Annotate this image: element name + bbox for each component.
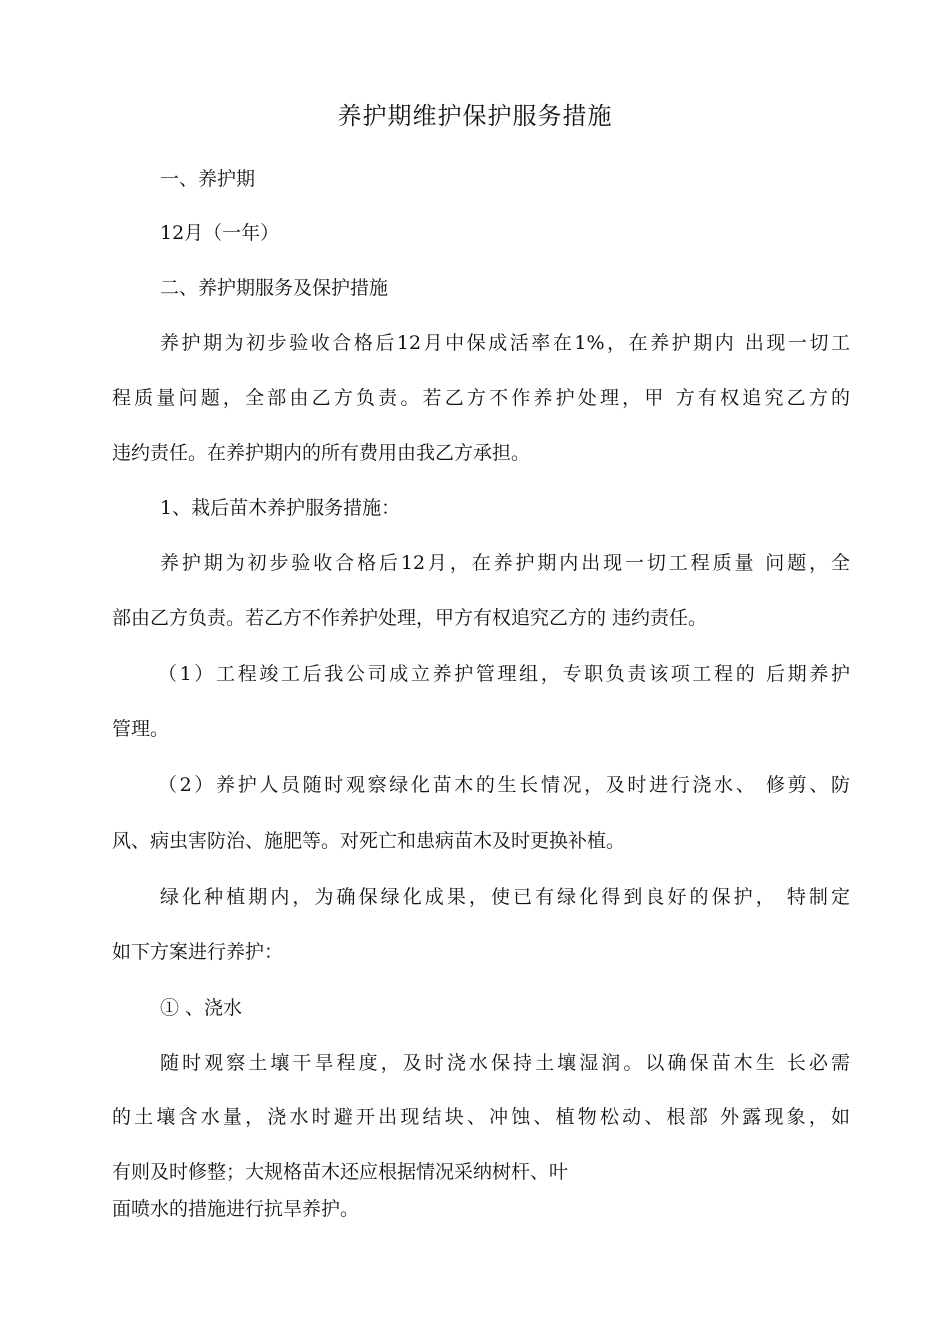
paragraph-line: 风、病虫害防治、施肥等。对死亡和患病苗木及时更换补植。 bbox=[112, 830, 626, 852]
paragraph-line: 管理。 bbox=[112, 718, 170, 740]
paragraph-line: 12月（一年） bbox=[160, 222, 280, 244]
paragraph-line: （1）工程竣工后我公司成立养护管理组，专职负责该项工程的 后期养护 bbox=[158, 663, 850, 685]
subsection-heading: 1、栽后苗木养护服务措施： bbox=[160, 497, 401, 519]
paragraph-line: 如下方案进行养护： bbox=[112, 941, 284, 963]
paragraph-line: 随时观察土壤干旱程度，及时浇水保持土壤湿润。以确保苗木生 长必需 bbox=[160, 1052, 850, 1074]
paragraph-line: 违约责任。在养护期内的所有费用由我乙方承担。 bbox=[112, 442, 531, 464]
paragraph-line: 程质量问题，全部由乙方负责。若乙方不作养护处理，甲 方有权追究乙方的 bbox=[112, 387, 850, 409]
paragraph-line: 养护期为初步验收合格后12月，在养护期内出现一切工程质量 问题，全 bbox=[160, 552, 850, 574]
paragraph-line: 的土壤含水量，浇水时避开出现结块、冲蚀、植物松动、根部 外露现象，如 bbox=[112, 1106, 850, 1128]
paragraph-line: （2）养护人员随时观察绿化苗木的生长情况，及时进行浇水、 修剪、防 bbox=[158, 774, 850, 796]
list-item-heading: ① 、浇水 bbox=[160, 997, 243, 1019]
document-title: 养护期维护保护服务措施 bbox=[337, 102, 613, 130]
paragraph-line: 面喷水的措施进行抗旱养护。 bbox=[112, 1198, 360, 1220]
section-heading-1: 一、养护期 bbox=[160, 168, 256, 190]
paragraph-line: 绿化种植期内，为确保绿化成果，使已有绿化得到良好的保护， 特制定 bbox=[160, 886, 850, 908]
paragraph-line: 养护期为初步验收合格后12月中保成活率在1%，在养护期内 出现一切工 bbox=[160, 332, 850, 354]
section-heading-2: 二、养护期服务及保护措施 bbox=[160, 277, 389, 299]
paragraph-line: 部由乙方负责。若乙方不作养护处理，甲方有权追究乙方的 违约责任。 bbox=[112, 607, 708, 629]
paragraph-line: 有则及时修整；大规格苗木还应根据情况采纳树杆、叶 bbox=[112, 1161, 569, 1183]
